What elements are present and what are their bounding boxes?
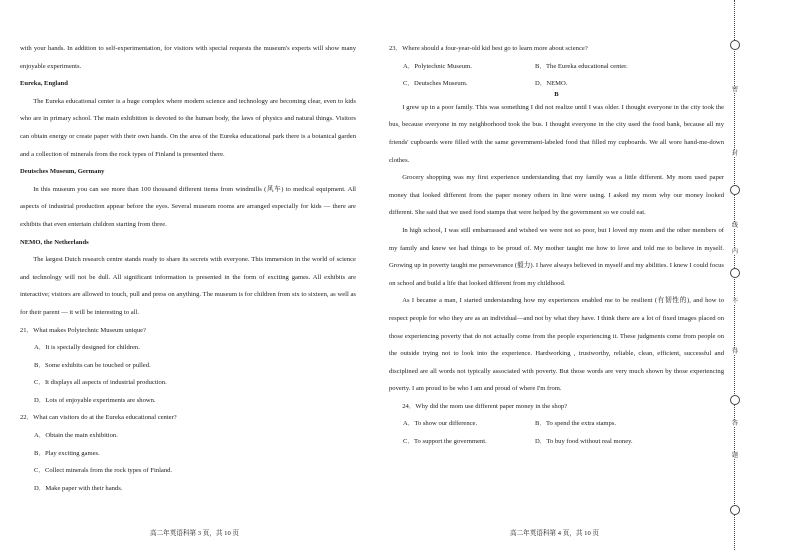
passage-paragraph: In this museum you can see more than 100 thousand different items from windmills (风车) to medical equipment. All aspects of industrial production appear before the eyes. Several museum rooms are arranged especially for kids — there are exhibits that even entertain children starting from three. [20,185,356,228]
binding-char: 答 [731,420,738,427]
section-heading: NEMO, the Netherlands [20,238,89,246]
option-21d: D．Lots of enjoyable experiments are shown. [34,396,156,404]
section-heading: Eureka, England [20,80,68,88]
option-22c: C．Collect minerals from the rock types of Finland. [34,467,173,475]
option-22d: D．Make paper with their hands. [34,484,123,492]
option-23d: D．NEMO. [535,80,568,88]
option-24d: D．To buy food without real money. [535,438,633,446]
binding-char: 封 [731,150,738,157]
passage-paragraph: Grocery shopping was my first experience understanding that my family was a little different. My mom used paper money that looked different from the paper money others in line were using. I asked my mom why our money looked different. She said that we used food stamps that were helped by the government so we could eat. [389,174,724,217]
passage-paragraph: In high school, I was still embarrassed and wished we were not so poor, but I loved my mom and the other members of my family and knew we had things to be proud of. My mother taught me how to love and told me to believe in myself. Growing up in poverty taught me perseverance (毅力). I have always believed in myself and my abilities. I knew I could focus on school and build a life that looked different from my childhood. [389,226,724,287]
passage-paragraph: As I became a man, I started understanding how my experiences enabled me to be resilient (有韧性的), and how to respect people for who they are as an individual—and not by what they have. I think there are a lot of fixed images placed on those experiencing poverty that do not actually come from the people experiencing it. These judgments come from people on the outside trying not to look into the experience. Hardworking , trustworthy, reliable, clean, efficient, successful and disciplined are all words not typically associated with poverty. But those words are very much shown by those experiencing poverty. I am proud to be who I am and proud of where I'm from. [389,297,724,393]
binding-char: 得 [731,348,738,355]
question-24: 24．Why did the mom use different paper money in the shop? [402,402,568,410]
question-21: 21．What makes Polytechnic Museum unique? [20,326,146,334]
binding-circle-icon [730,395,740,405]
binding-margin [727,0,743,550]
section-heading: Deutsches Museum, Germany [20,168,105,176]
option-24b: B．To spend the extra stamps. [535,420,617,428]
binding-char: 线 [731,222,738,229]
option-22b: B．Play exciting games. [34,449,100,457]
options-24-row2 [389,433,724,451]
binding-circle-icon [730,185,740,195]
passage-paragraph: The largest Dutch research centre stands ready to share its secrets with everyone. This immersion in the world of science and technology will not be dull. All significant information is presented in the form of exciting games. All exhibits are interactive; visitors are allowed to touch, pull and press on anything. The museum is for children from six to sixteen, as well as for their parent — it will be interesting to all. [20,256,356,316]
option-23c: C．Deutsches Museum. [403,80,468,88]
binding-circle-icon [730,268,740,278]
option-23b: B．The Eureka educational center. [535,62,628,70]
question-22: 22．What can visitors do at the Eureka educational center? [20,414,177,422]
option-22a: A．Obtain the main exhibition. [34,432,118,440]
option-24c: C．To support the government. [403,438,487,446]
section-label-b: B [554,90,559,98]
binding-char: 内 [731,248,738,255]
binding-char: 不 [731,298,738,305]
binding-char: 题 [731,452,738,459]
question-23: 23．Where should a four-year-old kid best go to learn more about science? [389,45,588,52]
right-column [389,40,724,451]
passage-paragraph: I grew up in a poor family. This was something I did not realize until I was older. I thought everyone in the city took the bus, because everyone in my neighborhood took the bus. I thought everyone in the city used the food bank, because all my friends' cupboards were filled with the same government-labeled food that filled my cupboards. We all wore hand-me-down clothes. [389,103,724,164]
binding-circle-icon [730,40,740,50]
option-23a: A．Polytechnic Museum. [403,62,472,70]
option-21c: C．It displays all aspects of industrial production. [34,379,167,387]
options-24-row1 [389,415,724,433]
page-footer-left: 高二年英语科第 3 页，共 10 页 [150,530,240,537]
passage-paragraph: with your hands. In addition to self-experimentation, for visitors with special requests the museum's experts will show many enjoyable experiments. [20,45,356,70]
option-21b: B．Some exhibits can be touched or pulled. [34,361,151,369]
binding-circle-icon [730,505,740,515]
options-23-row1 [389,58,724,76]
binding-char: 密 [731,86,738,93]
left-column [20,40,356,497]
page-footer-right: 高二年英语科第 4 页，共 10 页 [510,530,600,537]
option-21a: A．It is specially designed for children. [34,344,140,352]
option-24a: A．To show our difference. [403,420,478,428]
passage-paragraph: The Eureka educational center is a huge complex where modern science and technology are becoming clear, even to kids who are in primary school. The main exhibition is devoted to the human body, the laws of physics and natural things. Visitors can obtain energy or create paper with their own hands. On the area of the Eureka educational park there is a botanical garden and a collection of minerals from the rock types of Finland is presented there. [20,97,356,158]
